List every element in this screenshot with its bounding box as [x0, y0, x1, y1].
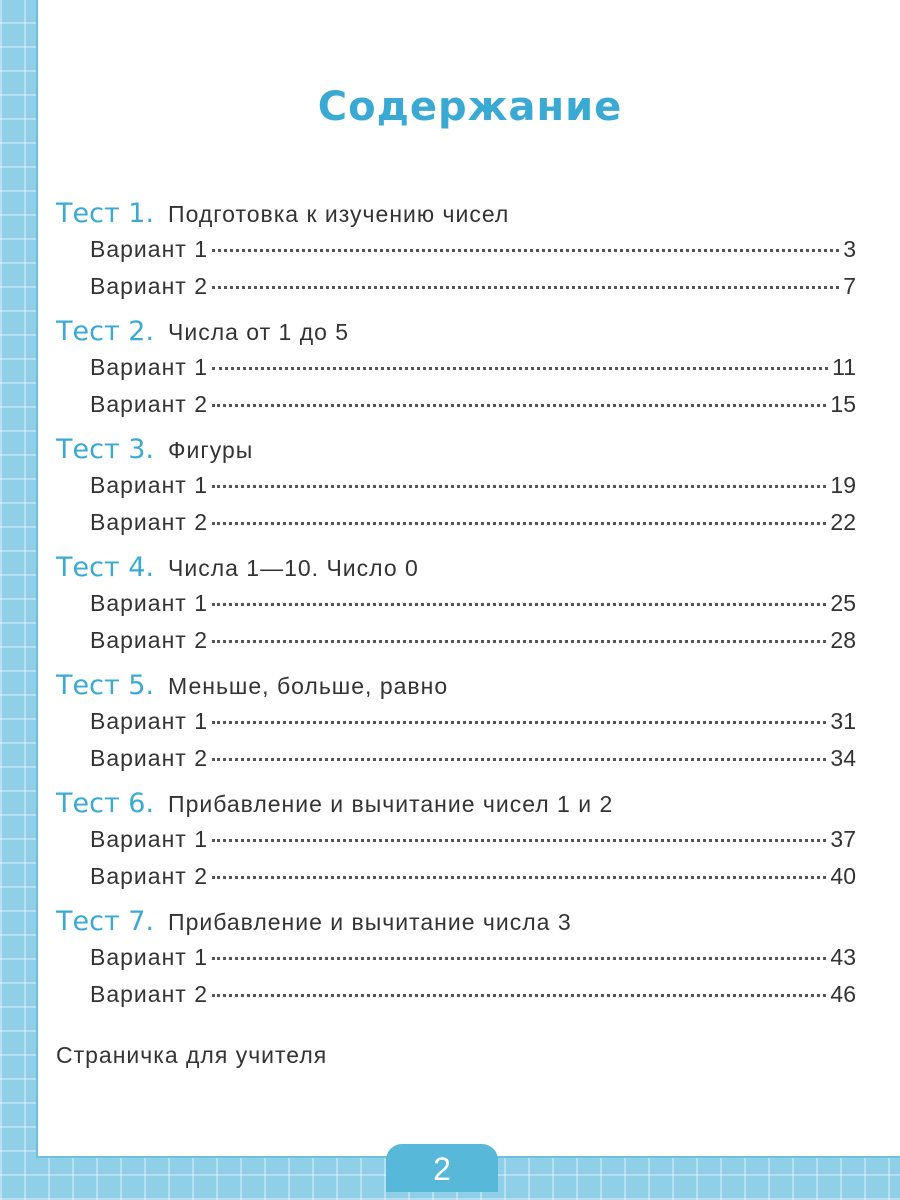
variant-label: Вариант 1 — [90, 236, 208, 262]
test-number-label: Тест 6. — [56, 788, 155, 819]
dot-leader — [212, 603, 826, 606]
page-reference: 34 — [830, 745, 856, 771]
test-title: Числа 1—10. Число 0 — [168, 555, 419, 581]
toc-variant-row — [90, 944, 856, 981]
page-title: Содержание — [317, 84, 623, 130]
toc-variant-row — [90, 981, 856, 1018]
toc-variant-row — [90, 391, 856, 428]
dot-leader — [212, 957, 826, 960]
variant-label: Вариант 2 — [90, 273, 208, 299]
variant-label: Вариант 2 — [90, 391, 208, 417]
variant-label: Вариант 1 — [90, 944, 208, 970]
test-title: Числа от 1 до 5 — [168, 319, 350, 345]
page-number: 2 — [386, 1144, 498, 1192]
test-title: Меньше, больше, равно — [168, 673, 449, 699]
toc-variant-row — [90, 745, 856, 782]
toc-variant-row — [90, 590, 856, 627]
toc-test-6 — [56, 788, 856, 900]
toc-variant-row — [90, 472, 856, 509]
toc-test-2 — [56, 316, 856, 428]
toc-test-heading — [56, 316, 856, 354]
dot-leader — [212, 758, 826, 761]
dot-leader — [212, 839, 826, 842]
toc-test-heading — [56, 906, 856, 944]
variant-label: Вариант 1 — [90, 472, 208, 498]
test-number-label: Тест 1. — [56, 198, 155, 229]
page — [36, 0, 900, 1158]
test-number-label: Тест 3. — [56, 434, 155, 465]
test-title: Фигуры — [168, 437, 254, 463]
page-reference: 15 — [830, 391, 856, 417]
toc-variant-row — [90, 273, 856, 310]
test-number-label: Тест 4. — [56, 552, 155, 583]
toc-variant-row — [90, 509, 856, 546]
variant-label: Вариант 2 — [90, 509, 208, 535]
dot-leader — [212, 404, 826, 407]
toc-test-5 — [56, 670, 856, 782]
page-reference: 46 — [830, 981, 856, 1007]
toc-test-1 — [56, 198, 856, 310]
dot-leader — [212, 640, 826, 643]
variant-label: Вариант 2 — [90, 745, 208, 771]
dot-leader — [212, 721, 826, 724]
page-reference: 22 — [830, 509, 856, 535]
dot-leader — [212, 876, 826, 879]
toc-test-heading — [56, 552, 856, 590]
table-of-contents — [56, 198, 856, 1069]
page-reference: 28 — [830, 627, 856, 653]
toc-variant-row — [90, 826, 856, 863]
toc-test-heading — [56, 198, 856, 236]
toc-variant-row — [90, 863, 856, 900]
variant-label: Вариант 1 — [90, 590, 208, 616]
page-reference: 37 — [830, 826, 856, 852]
dot-leader — [212, 286, 839, 289]
dot-leader — [212, 994, 826, 997]
toc-test-3 — [56, 434, 856, 546]
toc-variant-row — [90, 708, 856, 745]
variant-label: Вариант 1 — [90, 354, 208, 380]
page-reference: 11 — [832, 354, 856, 380]
dot-leader — [212, 522, 826, 525]
toc-test-heading — [56, 434, 856, 472]
toc-test-4 — [56, 552, 856, 664]
test-number-label: Тест 5. — [56, 670, 155, 701]
variant-label: Вариант 2 — [90, 863, 208, 889]
dot-leader — [212, 367, 828, 370]
variant-label: Вариант 2 — [90, 981, 208, 1007]
dot-leader — [212, 249, 839, 252]
toc-teacher-page-entry: Страничка для учителя — [56, 1042, 328, 1068]
test-title: Подготовка к изучению чисел — [168, 201, 510, 227]
toc-test-heading — [56, 670, 856, 708]
decorative-frame-left — [0, 0, 36, 1200]
test-number-label: Тест 7. — [56, 906, 155, 937]
page-reference: 31 — [830, 708, 856, 734]
variant-label: Вариант 1 — [90, 826, 208, 852]
toc-variant-row — [90, 627, 856, 664]
page-reference: 40 — [830, 863, 856, 889]
variant-label: Вариант 1 — [90, 708, 208, 734]
toc-variant-row — [90, 354, 856, 391]
test-title: Прибавление и вычитание числа 3 — [168, 909, 572, 935]
dot-leader — [212, 485, 826, 488]
variant-label: Вариант 2 — [90, 627, 208, 653]
page-reference: 7 — [843, 273, 856, 299]
test-number-label: Тест 2. — [56, 316, 155, 347]
page-reference: 19 — [830, 472, 856, 498]
toc-test-heading — [56, 788, 856, 826]
page-reference: 25 — [830, 590, 856, 616]
test-title: Прибавление и вычитание чисел 1 и 2 — [168, 791, 614, 817]
toc-test-7 — [56, 906, 856, 1018]
page-reference: 43 — [830, 944, 856, 970]
toc-variant-row — [90, 236, 856, 273]
page-reference: 3 — [843, 236, 856, 262]
